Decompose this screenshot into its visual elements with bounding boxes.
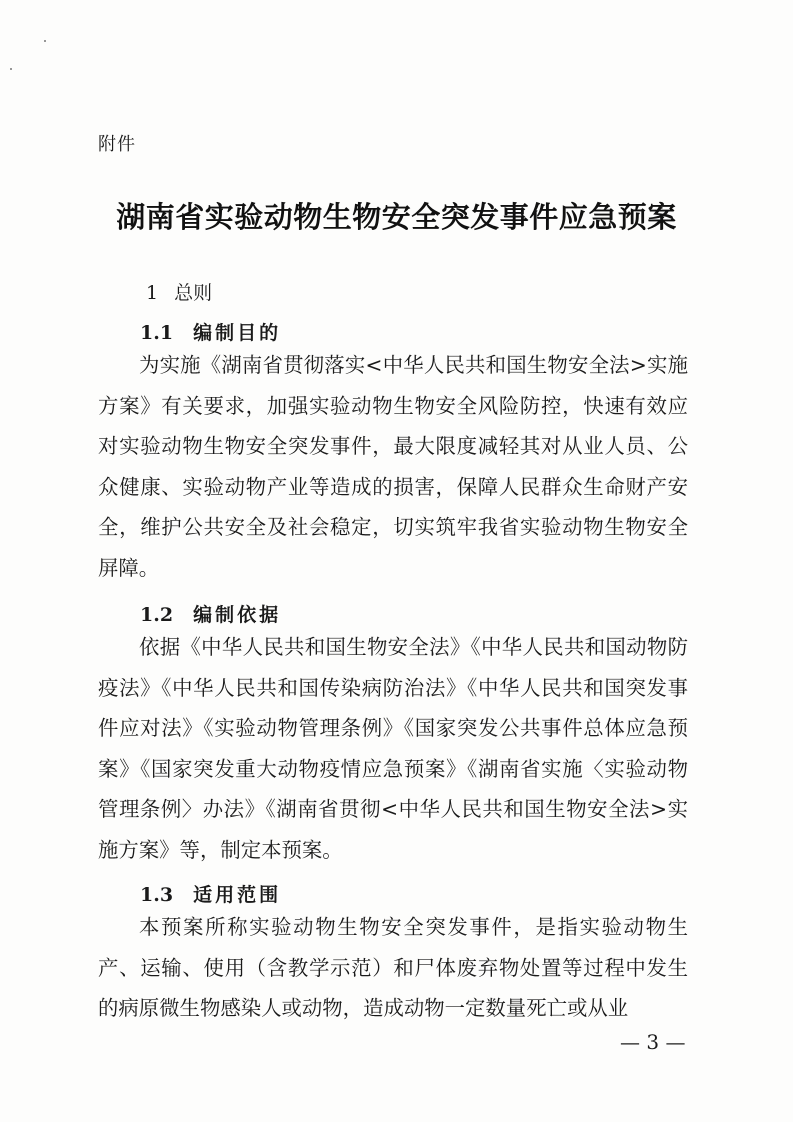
- section-heading: [146, 278, 212, 305]
- scan-speck: [44, 40, 46, 42]
- subsection-number: 1.2: [140, 604, 174, 626]
- attachment-label: 附件: [98, 134, 136, 155]
- section-label: 总则: [174, 282, 213, 304]
- subsection-label: 适用范围: [193, 884, 282, 906]
- paragraph-basis: 依据《中华人民共和国生物安全法》《中华人民共和国动物防疫法》《中华人民共和国传染病防治法》《中华人民共和国突发事件应对法》《实验动物管理条例》《国家突发公共事件总体应急预案》《国家突发重大动物疫情应急预案》《湖南省实施〈实验动物管理条例〉办法》《湖南省贯彻<中华人民共和国生物安全法>实施方案》等，制定本预案。: [98, 635, 688, 862]
- subsection-heading: [140, 880, 281, 907]
- subsection-number: 1.1: [140, 322, 174, 344]
- subsection-label: 编制目的: [193, 322, 282, 344]
- subsection-label: 编制依据: [193, 604, 282, 626]
- subsection-heading: [140, 600, 281, 627]
- page-number: — 3 —: [620, 1030, 686, 1054]
- document-title: 湖南省实验动物生物安全突发事件应急预案: [116, 200, 677, 234]
- subsection-number: 1.3: [140, 884, 174, 906]
- section-number: 1: [146, 282, 159, 304]
- scan-speck: [10, 68, 12, 70]
- subsection-heading: [140, 318, 281, 345]
- paragraph-purpose: 为实施《湖南省贯彻落实<中华人民共和国生物安全法>实施方案》有关要求，加强实验动物生物安全风险防控，快速有效应对实验动物生物安全突发事件，最大限度减轻其对从业人员、公众健康、实验动物产业等造成的损害，保障人民群众生命财产安全，维护公共安全及社会稳定，切实筑牢我省实验动物生物安全屏障。: [98, 353, 688, 580]
- paragraph-scope: 本预案所称实验动物生物安全突发事件，是指实验动物生产、运输、使用（含教学示范）和尸体废弃物处置等过程中发生的病原微生物感染人或动物，造成动物一定数量死亡或从业: [98, 915, 688, 1021]
